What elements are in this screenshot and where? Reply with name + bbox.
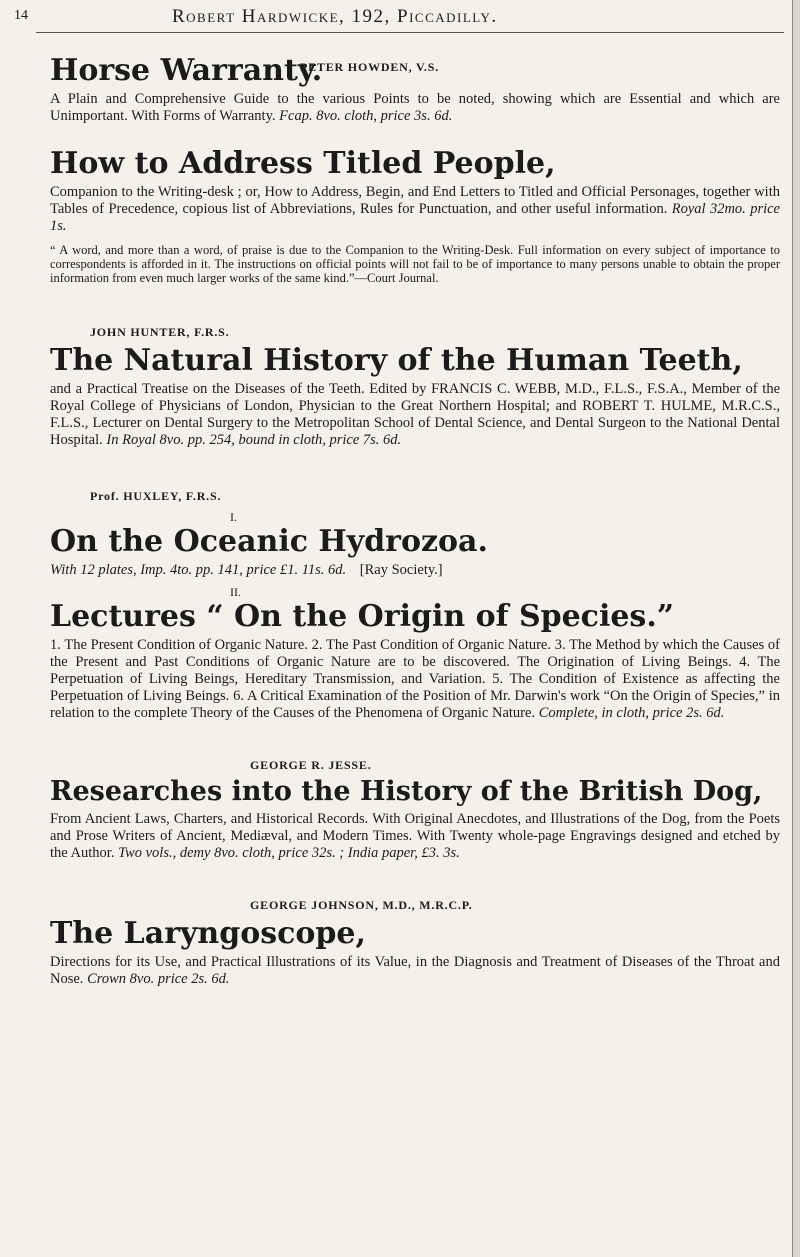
entry-description-text: A Plain and Comprehensive Guide to the various Points to be noted, showing which are Essential and which are Unimportant. With Forms of Warranty. <box>50 91 780 124</box>
entry-laryngoscope <box>50 898 780 988</box>
entry-description-text: and a Practical Treatise on the Diseases of the Teeth. Edited by FRANCIS C. WEBB, M.D., F.L.S., F.S.A., Member of the Royal College of Physicians of London, Physician to the Great Northern Hospital; and ROBERT T. HULME, M.R.C.S., F.L.S., Lecturer on Dental Surgery to the Metropolitan School of Dental Science, and Dental Surgeon to the National Dental Hospital. <box>50 381 780 448</box>
entry-author: PETER HOWDEN, V.S. <box>300 60 439 74</box>
entry-horse-warranty <box>50 54 780 125</box>
entry-note: [Ray Society.] <box>359 562 443 578</box>
entry-description <box>50 184 780 235</box>
entry-origin-of-species <box>50 585 780 722</box>
page-header <box>14 4 784 32</box>
entry-title: The Laryngoscope, <box>50 915 366 951</box>
entry-human-teeth <box>50 325 780 449</box>
entry-price: Two vols., demy 8vo. cloth, price 32s. ; India paper, £3. 3s. <box>118 844 460 861</box>
entry-number: I. <box>230 510 237 524</box>
entry-title: Horse Warranty. <box>50 53 323 88</box>
entry-price: Crown 8vo. price 2s. 6d. <box>87 970 230 987</box>
entry-price: In Royal 8vo. pp. 254, bound in cloth, price 7s. 6d. <box>106 432 402 448</box>
entry-description-text: Directions for its Use, and Practical Illustrations of its Value, in the Diagnosis and Treatment of Diseases of the Throat and Nose. <box>50 953 780 987</box>
entry-british-dog <box>50 758 780 862</box>
entry-price: Complete, in cloth, price 2s. 6d. <box>538 705 725 721</box>
entry-price: Fcap. 8vo. cloth, price 3s. 6d. <box>279 108 453 124</box>
entry-description <box>50 954 780 988</box>
entry-description <box>50 562 780 579</box>
entry-description-text: From Ancient Laws, Charters, and Historical Records. With Original Anecdotes, and Illustrations of the Dog, from the Poets and Prose Writers of Ancient, Mediæval, and Modern Times. With Twenty whole-page Engravings designed and etched by the Author. <box>50 810 780 861</box>
entry-author: Prof. HUXLEY, F.R.S. <box>90 489 222 503</box>
entry-description <box>50 91 780 125</box>
entry-author: JOHN HUNTER, F.R.S. <box>90 325 230 339</box>
entry-price: Royal 32mo. price 1s. <box>50 201 780 234</box>
entry-description-text: 1. The Present Condition of Organic Nature. 2. The Past Condition of Organic Nature. 3. The Method by which the Causes of the Present and Past Conditions of Organic Nature are to be discovered. The Origination of Living Beings. 4. The Perpetuation of Living Beings, Hereditary Transmission, and Variation. 5. The Condition of Existence as affecting the Perpetuation of Living Beings. 6. A Critical Examination of the Position of Mr. Darwin's work “On the Origin of Species,” in relation to the complete Theory of the Causes of the Phenomena of Organic Nature. <box>50 637 780 721</box>
entry-author: GEORGE JOHNSON, M.D., M.R.C.P. <box>250 897 473 912</box>
entry-title: How to Address Titled People, <box>50 146 556 181</box>
entry-description <box>50 381 780 449</box>
entry-title: Lectures “ On the Origin of Species.” <box>50 599 675 634</box>
page-number: 14 <box>14 8 28 23</box>
page-edge <box>792 0 800 1257</box>
entry-number: II. <box>230 585 241 599</box>
entry-price: With 12 plates, Imp. 4to. pp. 141, price £1. 11s. 6d. <box>50 562 347 578</box>
running-head: Robert Hardwicke, 192, Piccadilly. <box>172 6 498 27</box>
entry-titled-people <box>50 147 780 285</box>
review-quote: “ A word, and more than a word, of praise is due to the Companion to the Writing-Desk. Full information on every subject of importance to correspondents is afforded in it. The instructions on official points will not fail to be of importance to many persons unable to obtain the proper information from even much larger works of the same kind.”—Court Journal. <box>50 243 780 285</box>
header-rule <box>36 32 784 33</box>
entry-title: On the Oceanic Hydrozoa. <box>50 524 488 559</box>
entry-description <box>50 811 780 862</box>
entry-author: GEORGE R. JESSE. <box>250 758 372 772</box>
entry-oceanic-hydrozoa <box>50 489 780 579</box>
entry-description <box>50 637 780 722</box>
catalogue-content <box>50 40 780 988</box>
entry-description-text: Companion to the Writing-desk ; or, How to Address, Begin, and End Letters to Titled and Official Personages, together with Tables of Precedence, copious list of Abbreviations, Rules for Punctuation, and other useful information. <box>50 184 780 217</box>
entry-title: The Natural History of the Human Teeth, <box>50 343 743 378</box>
entry-title: Researches into the History of the British Dog, <box>50 776 763 807</box>
